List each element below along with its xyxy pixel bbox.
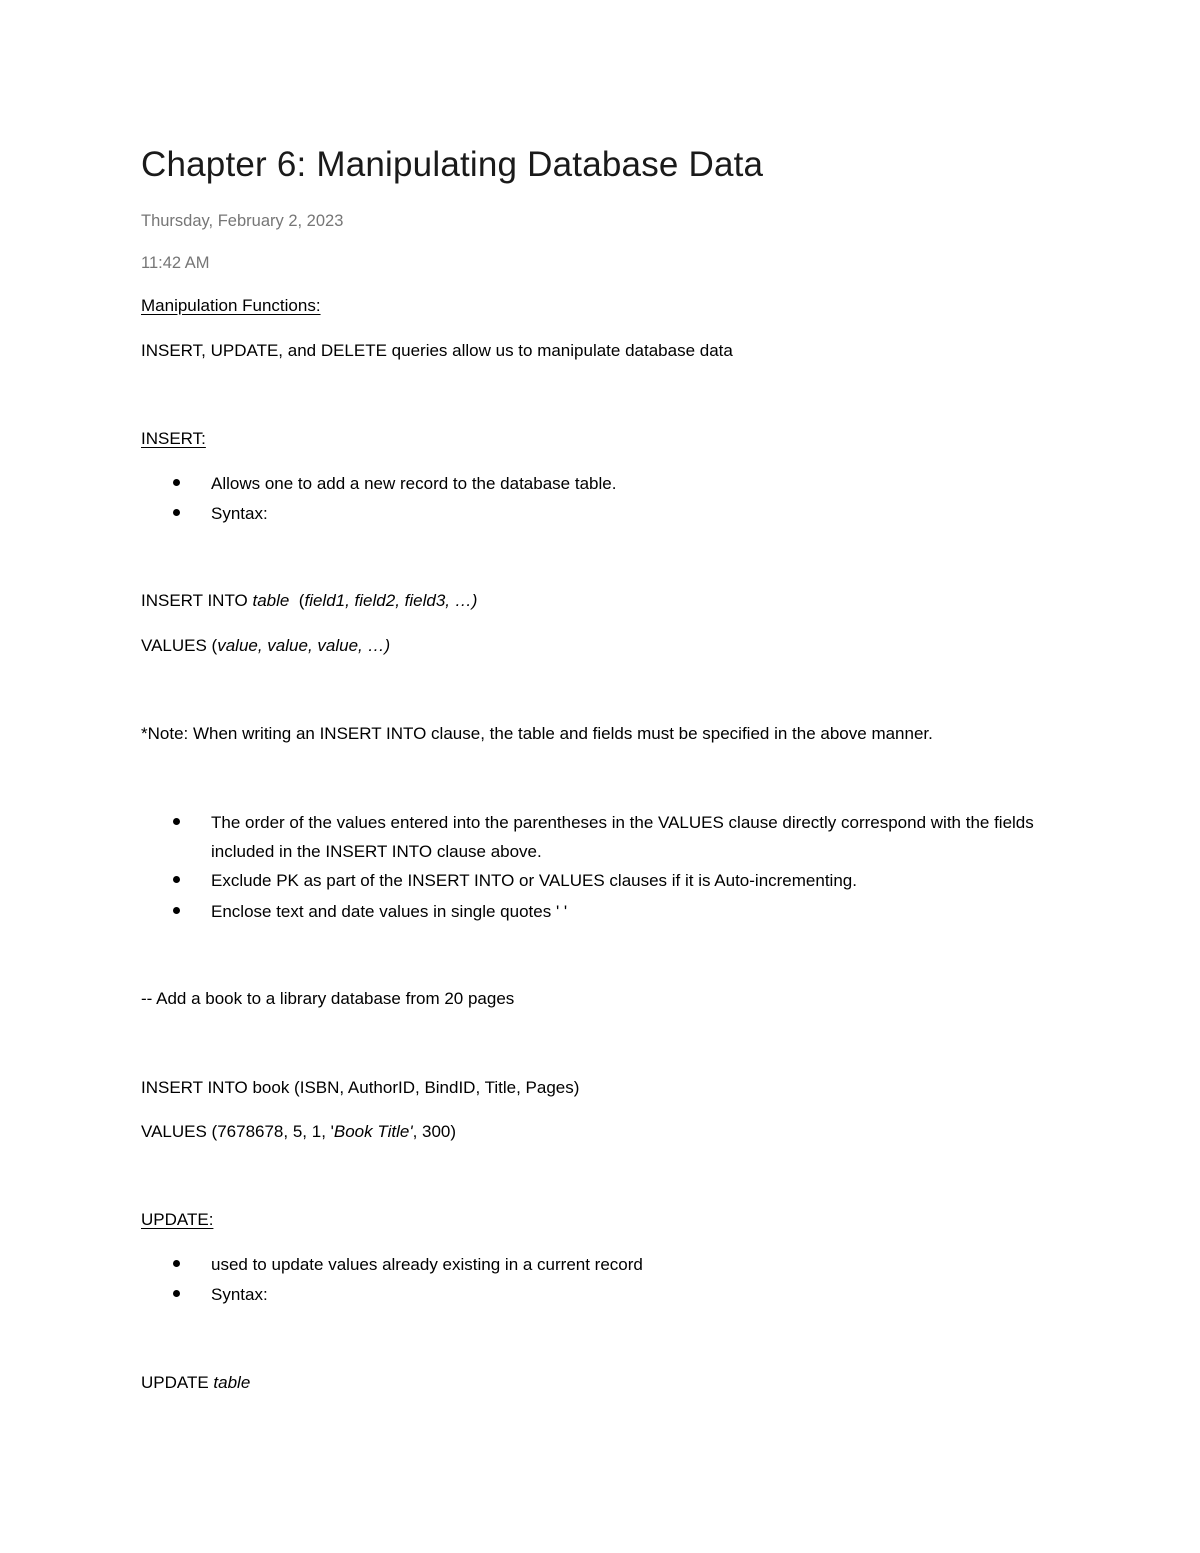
insert-syntax-table: table (252, 591, 290, 610)
example-values-suffix: , 300) (412, 1122, 457, 1141)
insert-syntax-line-2 (141, 635, 390, 657)
insert-example-comment: -- Add a book to a library database from 20 pages (141, 989, 515, 1008)
page-title: Chapter 6: Manipulating Database Data (141, 145, 764, 184)
insert-syntax-line-1 (141, 590, 477, 612)
note-time: 11:42 AM (141, 254, 210, 272)
insert-rule-pk: Exclude PK as part of the INSERT INTO or VALUES clauses if it is Auto-incrementing. (211, 871, 857, 890)
bullet-icon (173, 503, 183, 513)
update-syntax-table: table (213, 1373, 251, 1392)
insert-bullet-syntax: Syntax: (211, 504, 268, 523)
insert-syntax-keyword: INSERT INTO (141, 591, 253, 610)
bullet-icon (173, 870, 183, 880)
bullet-icon (173, 901, 183, 911)
example-values-title: Book Title' (333, 1122, 413, 1141)
values-syntax-keyword: VALUES ( (141, 636, 218, 655)
update-heading: UPDATE: (141, 1210, 214, 1229)
bullet-icon (173, 473, 183, 483)
insert-rule-quotes: Enclose text and date values in single quotes ' ' (211, 902, 568, 921)
note-date: Thursday, February 2, 2023 (141, 212, 344, 230)
insert-syntax-paren: ( (289, 591, 305, 610)
values-syntax-values: value, value, value, …) (217, 636, 391, 655)
update-bullet-syntax: Syntax: (211, 1285, 268, 1304)
manipulation-functions-heading: Manipulation Functions: (141, 296, 321, 315)
update-syntax-line (141, 1372, 250, 1394)
bullet-icon (173, 812, 183, 822)
insert-note: *Note: When writing an INSERT INTO clause, the table and fields must be specified in the above manner. (141, 724, 933, 743)
example-values-prefix: VALUES (7678678, 5, 1, ' (141, 1122, 334, 1141)
insert-syntax-fields: field1, field2, field3, …) (304, 591, 478, 610)
insert-example-line-1: INSERT INTO book (ISBN, AuthorID, BindID, Title, Pages) (141, 1078, 580, 1097)
insert-example-line-2 (141, 1121, 456, 1143)
update-syntax-keyword: UPDATE (141, 1373, 214, 1392)
insert-bullet-description: Allows one to add a new record to the database table. (211, 474, 617, 493)
manipulation-functions-text: INSERT, UPDATE, and DELETE queries allow us to manipulate database data (141, 341, 733, 360)
insert-heading: INSERT: (141, 429, 206, 448)
update-bullet-description: used to update values already existing in a current record (211, 1255, 643, 1274)
bullet-icon (173, 1254, 183, 1264)
bullet-icon (173, 1284, 183, 1294)
insert-rule-order: The order of the values entered into the parentheses in the VALUES clause directly correspond with the fields included in the INSERT INTO clause above. (211, 813, 1034, 861)
